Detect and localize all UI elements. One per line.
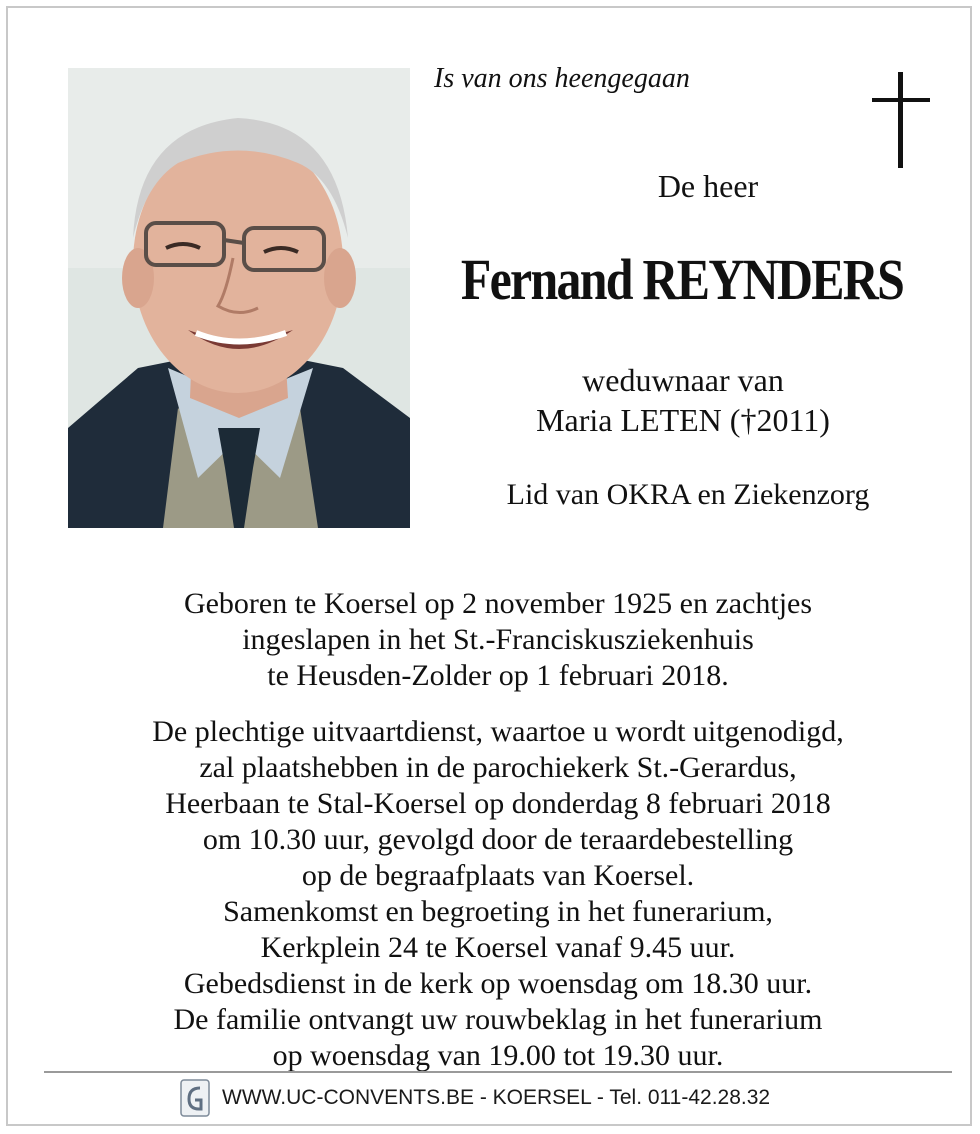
service-line: Heerbaan te Stal-Koersel op donderdag 8 februari 2018: [165, 787, 831, 820]
footer-divider: [44, 1071, 952, 1073]
obituary-card: [6, 6, 972, 1126]
cross-icon: [872, 72, 930, 168]
service-line: Samenkomst en begroeting in het funerarium,: [223, 895, 773, 928]
service-line: De plechtige uitvaartdienst, waartoe u wordt uitgenodigd,: [152, 715, 844, 748]
funeral-service-paragraph: [48, 714, 948, 1074]
deceased-name: Fernand REYNDERS: [460, 247, 904, 312]
service-line: zal plaatshebben in de parochiekerk St.-Gerardus,: [199, 751, 797, 784]
birth-line: ingeslapen in het St.-Franciskusziekenhuis: [242, 623, 754, 656]
footer: [180, 1078, 770, 1118]
portrait-photo: [68, 68, 410, 528]
intro-text: Is van ons heengegaan: [434, 63, 690, 94]
birth-line: Geboren te Koersel op 2 november 1925 en zachtjes: [183, 587, 813, 620]
service-line: op de begraafplaats van Koersel.: [301, 859, 695, 892]
spouse-relation: weduwnaar van: [582, 362, 784, 398]
birth-line: te Heusden-Zolder op 1 februari 2018.: [267, 659, 729, 692]
spouse-block: [448, 360, 918, 440]
honorific: De heer: [657, 168, 759, 204]
footer-contact-text: WWW.UC-CONVENTS.BE - KOERSEL - Tel. 011-42.28.32: [222, 1086, 771, 1109]
service-line: om 10.30 uur, gevolgd door de teraardebestelling: [202, 823, 794, 856]
service-line: op woensdag van 19.00 tot 19.30 uur.: [272, 1039, 724, 1072]
service-line: Kerkplein 24 te Koersel vanaf 9.45 uur.: [260, 931, 736, 964]
service-line: De familie ontvangt uw rouwbeklag in het funerarium: [173, 1003, 823, 1036]
service-line: Gebedsdienst in de kerk op woensdag om 18.30 uur.: [183, 967, 813, 1000]
birth-death-paragraph: [48, 586, 948, 694]
membership-text: Lid van OKRA en Ziekenzorg: [506, 478, 870, 511]
spouse-name: Maria LETEN (†2011): [536, 402, 830, 438]
funeral-home-logo-icon: [180, 1079, 210, 1117]
